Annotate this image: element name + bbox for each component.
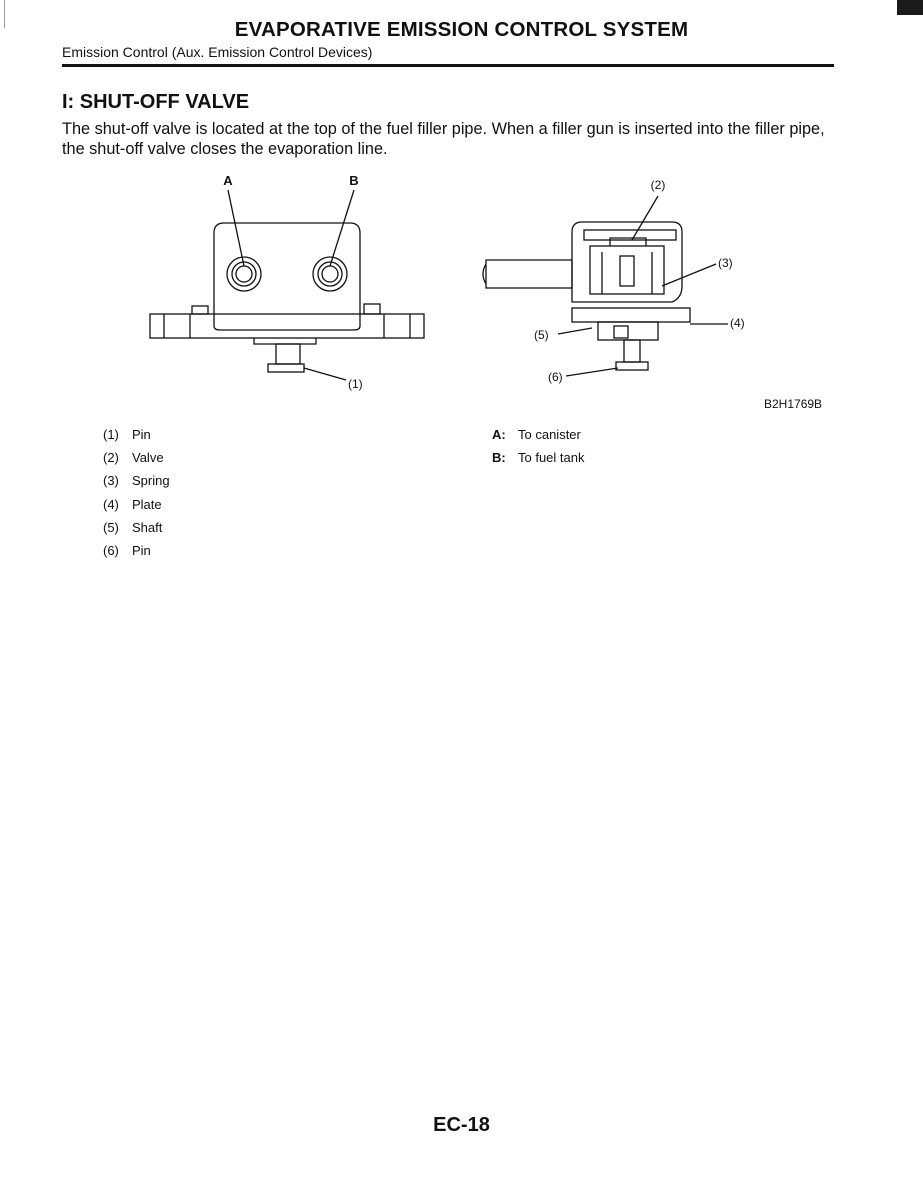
callout-5: (5) [534, 328, 549, 342]
callout-1: (1) [348, 377, 363, 391]
legend-key: B: [492, 450, 506, 466]
legend-key: (4) [103, 496, 119, 512]
callout-6: (6) [548, 370, 563, 384]
legend-key: A: [492, 427, 506, 442]
legend-label: Spring [132, 473, 170, 489]
legend-numbered [103, 426, 170, 565]
legend-item [103, 519, 170, 542]
legend-item [103, 449, 170, 472]
legend-item [492, 449, 585, 472]
legend-item [103, 426, 170, 449]
legend-item [103, 496, 170, 519]
valve-external-view [150, 190, 424, 380]
document-subtitle: Emission Control (Aux. Emission Control Devices) [62, 44, 373, 60]
callout-2: (2) [650, 178, 666, 192]
valve-cross-section-view [483, 196, 728, 376]
corner-mark [897, 0, 923, 15]
legend-label: Pin [132, 542, 151, 558]
legend-item [492, 426, 585, 449]
document-title: EVAPORATIVE EMISSION CONTROL SYSTEM [234, 18, 689, 41]
figure-code: B2H1769B [764, 397, 823, 411]
legend-key: (6) [103, 542, 119, 558]
legend-lettered [492, 426, 585, 472]
legend-key: (5) [103, 519, 119, 535]
legend-key: (1) [103, 427, 119, 442]
section-heading: I: SHUT-OFF VALVE [62, 91, 250, 113]
legend-item [103, 472, 170, 495]
callout-b: B [349, 173, 359, 188]
callout-a: A [223, 173, 233, 188]
callout-4: (4) [730, 316, 745, 330]
section-body: The shut-off valve is located at the top of the fuel filler pipe. When a filler gun is inserted into the filler pipe, the shut-off valve closes the evaporation line. [62, 120, 825, 158]
legend-label: To canister [518, 427, 581, 442]
legend-key: (3) [103, 473, 119, 489]
legend-label: Pin [132, 427, 151, 442]
shut-off-valve-figure [140, 168, 780, 400]
legend-label: Plate [132, 496, 162, 512]
callout-3: (3) [718, 256, 733, 270]
legend-label: To fuel tank [518, 450, 585, 466]
legend-label: Valve [132, 450, 164, 466]
header-rule [62, 64, 834, 67]
legend-item [103, 542, 170, 565]
legend-label: Shaft [132, 519, 163, 535]
page-number: EC-18 [433, 1114, 490, 1136]
legend-key: (2) [103, 450, 119, 466]
